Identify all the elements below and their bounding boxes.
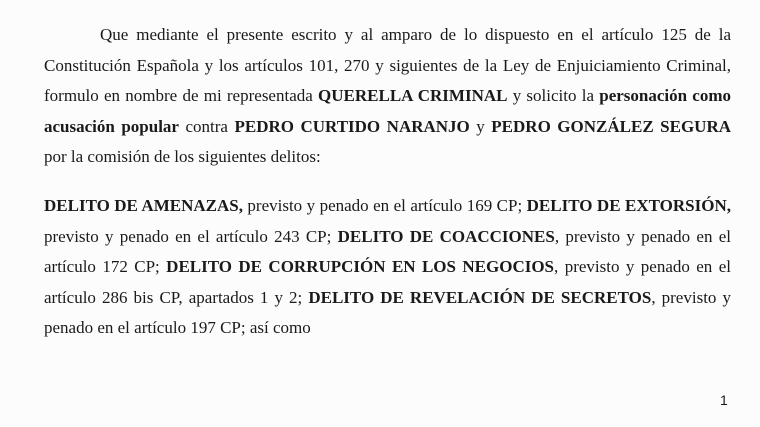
delito-revelacion: DELITO DE REVELACIÓN DE SECRETOS	[308, 287, 652, 307]
paragraph-text: contra	[178, 116, 235, 136]
paragraph-text: previsto y penado en el artículo 169 CP;	[242, 196, 527, 215]
paragraph-text: , previsto y penado en el artículo 197 CP; así como	[44, 287, 731, 337]
paragraph-delitos	[44, 191, 731, 344]
personacion-bold: personación como acusación popular	[44, 86, 732, 136]
paragraph-text: por la comisión de los siguientes delitos:	[44, 147, 321, 166]
paragraph-text: Que mediante el presente escrito y al amparo de lo dispuesto en el artículo 125 de la Constitución Española y los artículos 101, 270 y siguientes de la Ley de Enjuiciamiento Criminal, formulo en nombre de mi representada	[44, 25, 731, 105]
delito-extorsion: DELITO DE EXTORSIÓN,	[526, 196, 731, 215]
paragraph-text: previsto y penado en el artículo 243 CP;	[44, 226, 338, 246]
paragraph-querella	[44, 20, 731, 173]
paragraph-text: y solicito la	[507, 86, 600, 105]
delito-coacciones: DELITO DE COACCIONES	[337, 226, 555, 246]
paragraph-text: , previsto y penado en el artículo 286 bis CP, apartados 1 y 2;	[44, 257, 731, 307]
page-number: 1	[720, 392, 728, 408]
paragraph-text: , previsto y penado en el artículo 172 CP;	[44, 226, 731, 276]
delito-corrupcion: DELITO DE CORRUPCIÓN EN LOS NEGOCIOS	[166, 257, 555, 276]
paragraph-text: y	[469, 116, 492, 136]
querella-criminal-bold: QUERELLA CRIMINAL	[318, 86, 508, 105]
delito-amenazas: DELITO DE AMENAZAS,	[44, 196, 243, 215]
accused-name-1: PEDRO CURTIDO NARANJO	[234, 116, 470, 136]
accused-name-2: PEDRO GONZÁLEZ SEGURA	[491, 116, 732, 136]
